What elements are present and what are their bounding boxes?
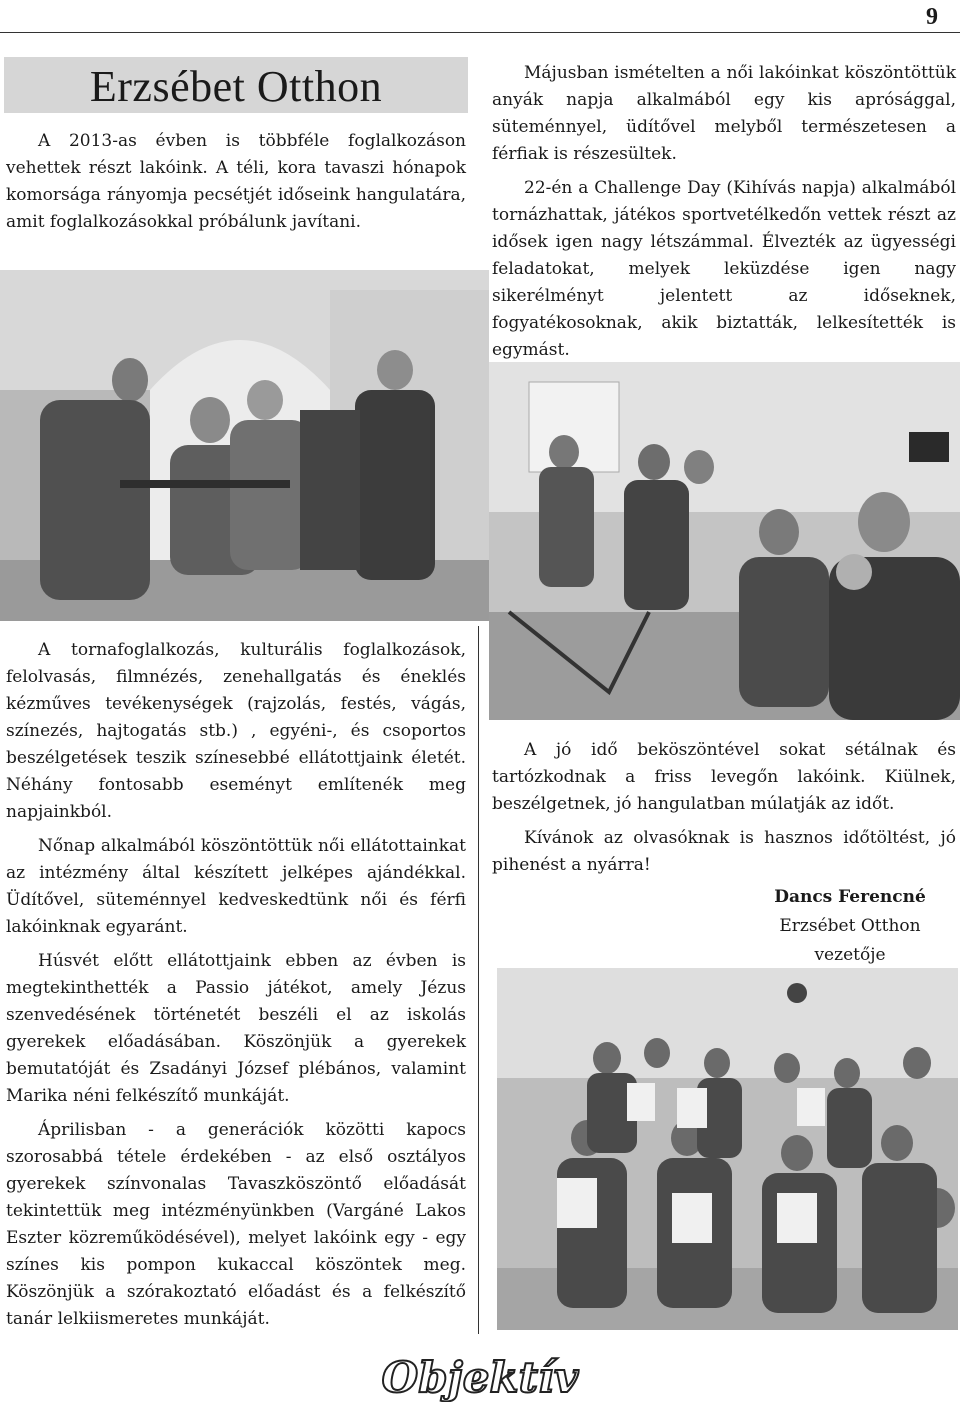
signature-block <box>740 883 960 970</box>
paragraph: Húsvét előtt ellátottjaink ebben az évben is megtekinthették a Passio játékot, amely Jézus szenvedésének történetét beszéli el az iskolás gyerekek előadásában. Köszönjük a gyerekek bemutatóját és Zsadányi József plébános, valamint Marika néni felkészítő munkáját. <box>6 951 466 1106</box>
photo-group-certificates <box>497 968 958 1330</box>
photo-exercise-session <box>489 362 960 720</box>
header-rule <box>0 32 960 33</box>
intro-paragraph: A 2013-as évben is többféle foglalkozáson vehettek részt lakóink. A téli, kora tavaszi hónapok komorsága rányomja pecsétjét időseink hangulatára, amit foglalkozásokkal próbálunk javítani. <box>6 131 466 232</box>
signature-role: vezetője <box>814 945 886 965</box>
paragraph: Májusban ismételten a női lakóinkat köszöntöttük anyák napja alkalmából egy kis aprósággal, süteménnyel, üdítővel melyből természetesen a férfiak is részesültek. <box>492 63 956 164</box>
column-rule <box>478 626 479 1334</box>
page-number: 9 <box>926 4 938 30</box>
top-right-text-block <box>492 60 956 371</box>
article-title: Erzsébet Otthon <box>89 62 383 111</box>
lower-left-text-block <box>6 637 466 1340</box>
intro-text-block <box>6 128 466 243</box>
paragraph: A tornafoglalkozás, kulturális foglalkozások, felolvasás, filmnézés, zenehallgatás és éneklés kézműves tevékenységek (rajzolás, festés, vágás, színezés, hajtogatás stb.) , egyéni-, és csoportos beszélgetések teszik színesebbé ellátottjaink életét. Néhány fontosabb eseményt említenék meg napjainkból. <box>6 640 466 822</box>
lower-right-text-block <box>492 737 956 886</box>
paragraph: Áprilisban - a generációk közötti kapocs szorosabbá tétele érdekében - az első osztályos gyerekek színvonalas Tavaszköszöntő előadását tekintettük meg intézményünkben (Vargáné Lakos Eszter közreműködésével), melyet lakóink egy - egy színes kis pompon kukaccal köszöntek meg. Köszönjük a szórakoztató előadást és a felkészítő tanár lelkiismeretes munkáját. <box>6 1120 466 1329</box>
logo-text: Objektív <box>381 1353 579 1402</box>
signature-org: Erzsébet Otthon <box>779 916 921 936</box>
paragraph: A jó idő beköszöntével sokat sétálnak és tartózkodnak a friss levegőn lakóink. Kiülnek, beszélgetnek, jó hangulatban múlatják az időt. <box>492 740 956 814</box>
paragraph: 22-én a Challenge Day (Kihívás napja) alkalmából tornázhattak, játékos sportvetélkedőn vettek részt az idősek igen nagy létszámmal. Élvezték az ügyességi feladatokat, melyek leküzdése igen nagy sikerélményt jelentett az időseknek, fogyatékosoknak, akik biztatták, lelkesítették is egymást. <box>492 178 956 360</box>
paragraph: Nőnap alkalmából köszöntöttük női ellátottainkat az intézmény által készített jelképes ajándékkal. Üdítővel, süteménnyel kedveskedtünk női és férfi lakóinknak egyaránt. <box>6 836 466 937</box>
photo-residents-seated <box>0 270 489 621</box>
magazine-logo <box>360 1352 600 1402</box>
title-box <box>4 57 468 113</box>
signature-name: Dancs Ferencné <box>774 887 926 907</box>
paragraph: Kívánok az olvasóknak is hasznos időtöltést, jó pihenést a nyárra! <box>492 828 956 875</box>
